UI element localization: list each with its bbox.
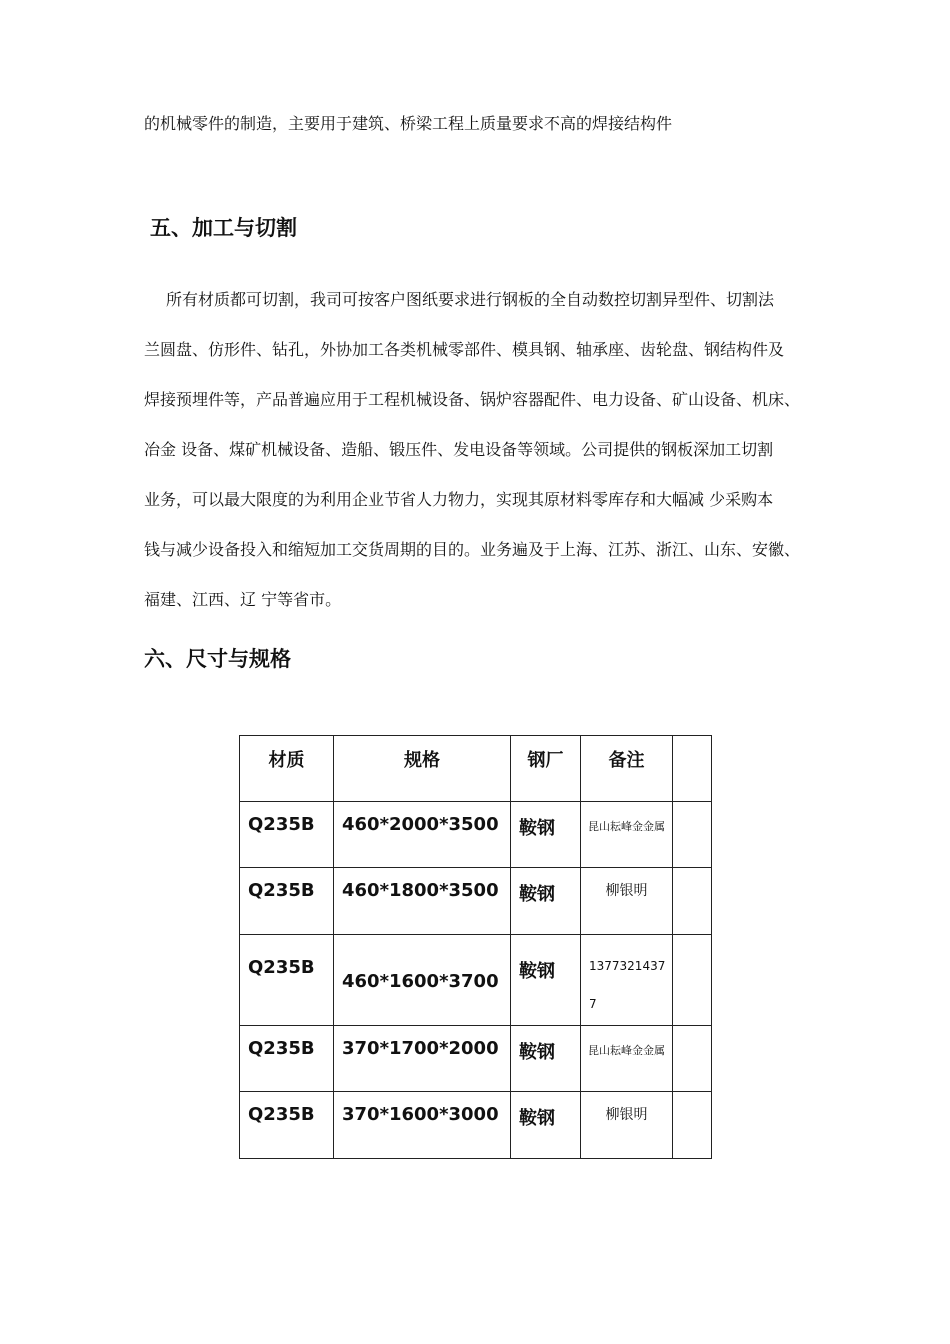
cell-spec: 370*1700*2000 xyxy=(334,1026,511,1092)
cell-spec: 460*1800*3500 xyxy=(334,868,511,935)
cell-empty xyxy=(673,935,712,1026)
table-row xyxy=(240,1026,712,1092)
cell-mill: 鞍钢 xyxy=(511,1026,581,1092)
cell-empty xyxy=(673,1092,712,1159)
cell-material: Q235B xyxy=(240,935,334,1026)
section-5-title: 五、加工与切割 xyxy=(150,216,297,240)
spec-table xyxy=(239,735,712,1159)
table-row xyxy=(240,802,712,868)
text-line: 钱与减少设备投入和缩短加工交货周期的目的。业务遍及于上海、江苏、浙江、山东、安徽、 xyxy=(144,540,801,559)
table-header-row xyxy=(240,736,712,802)
section-6-title: 六、尺寸与规格 xyxy=(144,647,291,671)
header-note: 备注 xyxy=(581,736,673,802)
cell-empty xyxy=(673,1026,712,1092)
header-material: 材质 xyxy=(240,736,334,802)
text-line: 的机械零件的制造，主要用于建筑、桥梁工程上质量要求不高的焊接结构件 xyxy=(144,114,673,133)
text-line: 业务，可以最大限度的为利用企业节省人力物力，实现其原材料零库存和大幅减 少采购本 xyxy=(144,490,774,509)
cell-mill: 鞍钢 xyxy=(511,1092,581,1159)
cell-note: 柳银明 xyxy=(581,868,673,935)
text-line: 冶金 设备、煤矿机械设备、造船、锻压件、发电设备等领域。公司提供的钢板深加工切割 xyxy=(144,440,774,459)
text-line: 福建、江西、辽 宁等省市。 xyxy=(144,590,342,609)
cell-note-phone xyxy=(581,935,673,1026)
cell-spec: 370*1600*3000 xyxy=(334,1092,511,1159)
header-empty xyxy=(673,736,712,802)
text-line: 兰圆盘、仿形件、钻孔，外协加工各类机械零部件、模具钢、轴承座、齿轮盘、钢结构件及 xyxy=(144,340,785,359)
cell-mill: 鞍钢 xyxy=(511,868,581,935)
phone-part-2: 7 xyxy=(589,997,597,1011)
cell-material: Q235B xyxy=(240,1026,334,1092)
text-line: 所有材质都可切割，我司可按客户图纸要求进行钢板的全自动数控切割异型件、切割法 xyxy=(166,290,775,309)
cell-material: Q235B xyxy=(240,802,334,868)
text-line: 焊接预埋件等，产品普遍应用于工程机械设备、锅炉容器配件、电力设备、矿山设备、机床、 xyxy=(144,390,801,409)
cell-empty xyxy=(673,868,712,935)
table-row xyxy=(240,868,712,935)
cell-material: Q235B xyxy=(240,868,334,935)
cell-mill: 鞍钢 xyxy=(511,802,581,868)
table-row xyxy=(240,1092,712,1159)
cell-note: 柳银明 xyxy=(581,1092,673,1159)
cell-spec: 460*1600*3700 xyxy=(334,935,511,1026)
phone-part-1: 1377321437 xyxy=(589,959,666,973)
cell-mill: 鞍钢 xyxy=(511,935,581,1026)
cell-note: 昆山耘峰金金属 xyxy=(581,1026,673,1092)
header-spec: 规格 xyxy=(334,736,511,802)
cell-material: Q235B xyxy=(240,1092,334,1159)
cell-spec: 460*2000*3500 xyxy=(334,802,511,868)
table-row xyxy=(240,935,712,1026)
cell-empty xyxy=(673,802,712,868)
cell-note: 昆山耘峰金金属 xyxy=(581,802,673,868)
header-mill: 钢厂 xyxy=(511,736,581,802)
